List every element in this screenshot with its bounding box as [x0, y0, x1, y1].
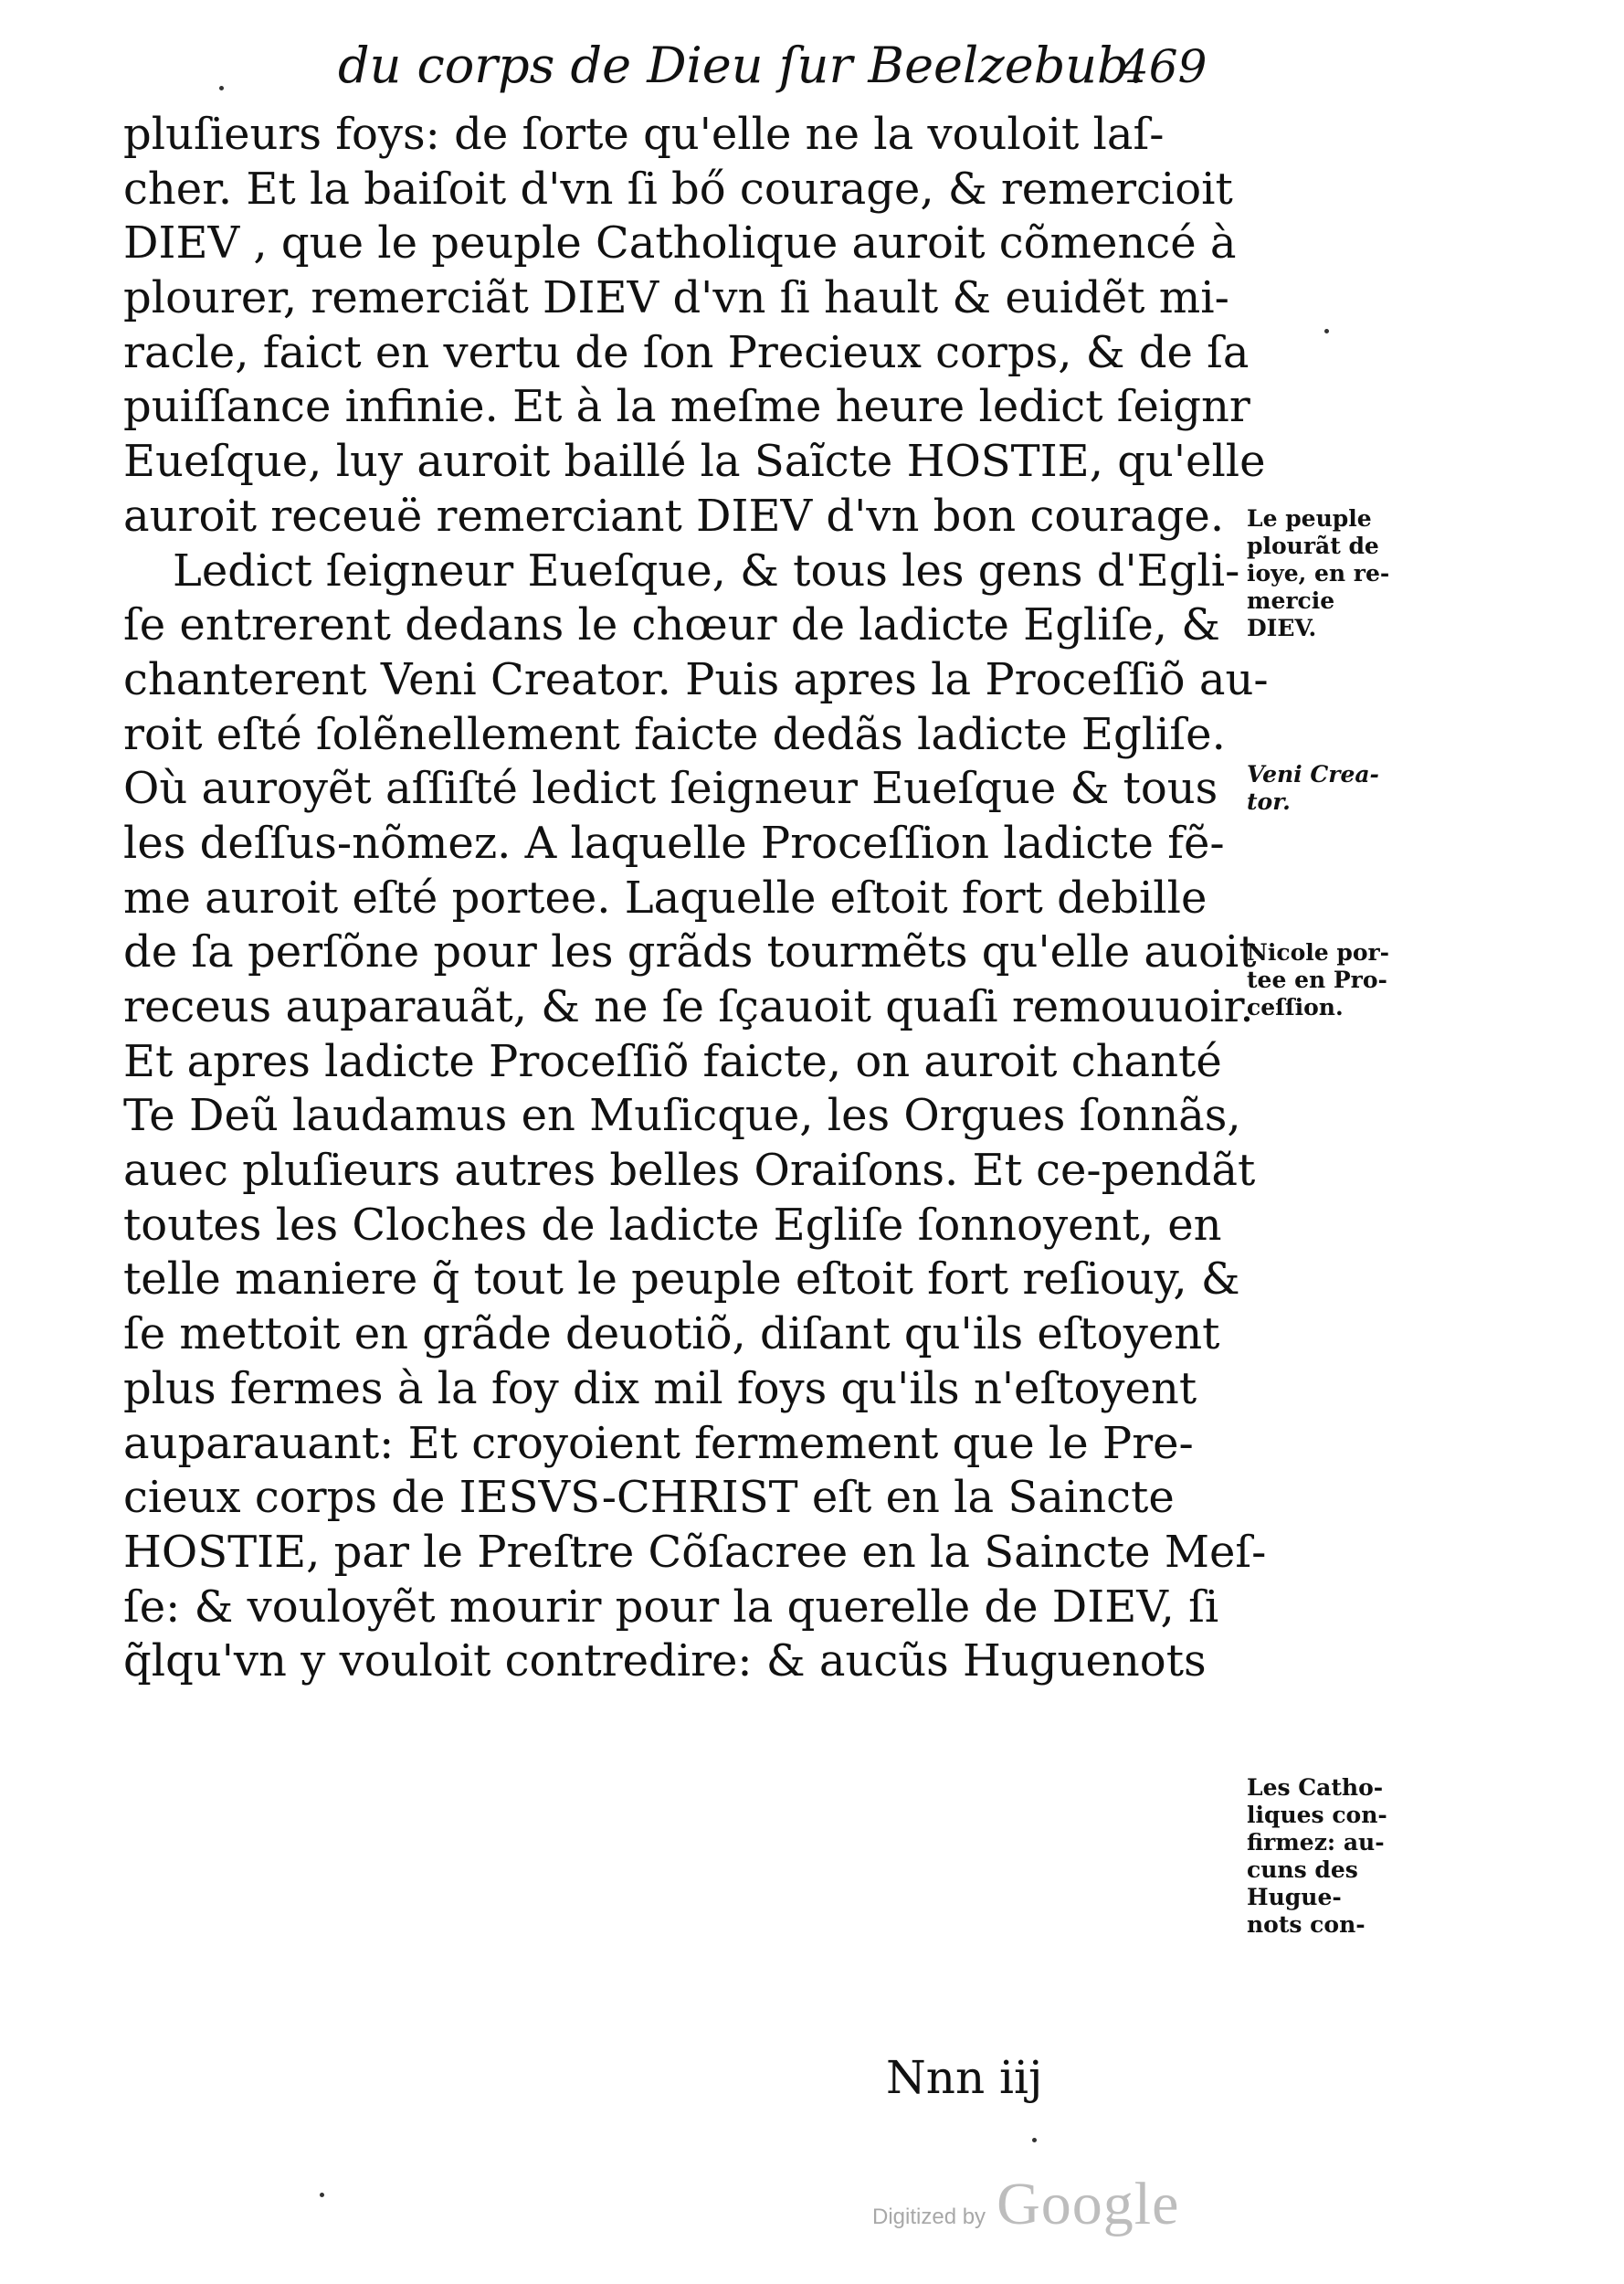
page-number: 469 — [1120, 40, 1207, 93]
watermark-prefix: Digitized by — [872, 2205, 986, 2229]
ink-speck — [219, 86, 224, 90]
text-line: Eueſque, luy auroit baillé la Saĩcte HOSTIE, qu'elle — [123, 436, 1266, 488]
text-line: roit eſté ſolẽnellement faicte dedãs ladicte Egliſe. — [123, 708, 1226, 760]
text-line: q̃lqu'vn y vouloit contredire: & aucũs Huguenots — [123, 1635, 1207, 1687]
text-line: plus fermes à la foy dix mil foys qu'ils n'eſtoyent — [123, 1362, 1197, 1414]
margin-note-catholiques — [1247, 1774, 1411, 1939]
ink-speck — [320, 2193, 324, 2197]
text-line: me auroit eſté portee. Laquelle eſtoit fort debille — [123, 872, 1207, 924]
margin-note-line: DIEV. — [1247, 615, 1317, 641]
text-line: ſe mettoit en grãde deuotiõ, diſant qu'ils eſtoyent — [123, 1308, 1220, 1360]
text-line: receus auparauãt, & ne ſe ſçauoit quaſi remouuoir. — [123, 981, 1254, 1032]
text-line: racle, faict en vertu de ſon Precieux corps, & de ſa — [123, 326, 1250, 378]
margin-note-line: Nicole por- — [1247, 939, 1390, 966]
text-line: ſe: & vouloyẽt mourir pour la querelle de DIEV, ſi — [123, 1581, 1219, 1633]
margin-note-line: mercie — [1247, 587, 1335, 614]
ink-speck — [1324, 329, 1329, 333]
text-line: ſe entrerent dedans le chœur de ladicte Egliſe, & — [123, 599, 1221, 651]
text-line: auec pluſieurs autres belles Oraiſons. Et ce-pendãt — [123, 1145, 1256, 1197]
margin-note-line: cuns des — [1247, 1856, 1358, 1883]
text-line: auparauant: Et croyoient fermement que le Pre- — [123, 1417, 1194, 1469]
text-line: puiſſance infinie. Et à la meſme heure ledict ſeignr — [123, 381, 1250, 433]
margin-note-line: firmez: au- — [1247, 1829, 1385, 1856]
text-line: Où auroyẽt aſſiſté ledict ſeigneur Eueſque & tous — [123, 763, 1218, 815]
margin-note-line: ceſſion. — [1247, 994, 1344, 1020]
google-logo: Google — [997, 2171, 1180, 2237]
margin-note-line: Hugue- — [1247, 1884, 1342, 1910]
text-line: auroit receuë remerciant DIEV d'vn bon courage. — [123, 490, 1225, 542]
margin-note-line: liques con- — [1247, 1802, 1387, 1828]
text-line: plourer, remerciãt DIEV d'vn ſi hault & euidẽt mi- — [123, 272, 1229, 324]
ink-speck — [1032, 2138, 1037, 2142]
text-line: telle maniere q̃ tout le peuple eſtoit fort reſiouy, & — [123, 1253, 1240, 1306]
text-line: Te Deũ laudamus en Muſicque, les Orgues ſonnãs, — [123, 1090, 1241, 1142]
margin-note-line: tor. — [1247, 788, 1291, 815]
margin-note-line: Veni Crea- — [1247, 761, 1379, 788]
text-line: cieux corps de IESVS-CHRIST eſt en la Saincte — [123, 1472, 1175, 1524]
margin-note-line: ioye, en re- — [1247, 560, 1390, 587]
text-line: les deſſus-nõmez. A laquelle Proceſſion ladicte fẽ- — [123, 817, 1225, 869]
margin-note-line: Les Catho- — [1247, 1774, 1384, 1801]
margin-note-veni-creator — [1247, 761, 1411, 816]
margin-note-line: nots con- — [1247, 1911, 1366, 1938]
text-line: Et apres ladicte Proceſſiõ faicte, on auroit chanté — [123, 1035, 1222, 1087]
text-line: DIEV , que le peuple Catholique auroit cõmencé à — [123, 217, 1237, 270]
text-line: Ledict ſeigneur Eueſque, & tous les gens d'Egli- — [173, 545, 1240, 597]
signature-mark: Nnn iij — [886, 2051, 1043, 2104]
text-line: HOSTIE, par le Preſtre Cõſacree en la Saincte Meſ- — [123, 1526, 1267, 1578]
main-text-block — [123, 108, 1269, 1689]
text-line: de ſa perſõne pour les grãds tourmẽts qu'elle auoit — [123, 926, 1257, 978]
margin-note-peuple — [1247, 505, 1411, 642]
margin-note-line: plourãt de — [1247, 533, 1379, 559]
text-line: pluſieurs foys: de ſorte qu'elle ne la vouloit laſ- — [123, 109, 1165, 160]
margin-note-line: Le peuple — [1247, 505, 1372, 532]
text-line: cher. Et la baiſoit d'vn ſi bő courage, & remercioit — [123, 163, 1233, 215]
digitized-by-watermark — [872, 2170, 1179, 2239]
running-head: du corps de Dieu ſur Beelzebub. — [338, 37, 1144, 94]
text-line: toutes les Cloches de ladicte Egliſe ſonnoyent, en — [123, 1199, 1222, 1251]
text-line: chanterent Veni Creator. Puis apres la Proceſſiõ au- — [123, 653, 1269, 705]
margin-note-line: tee en Pro- — [1247, 967, 1387, 993]
margin-note-nicole — [1247, 939, 1411, 1021]
